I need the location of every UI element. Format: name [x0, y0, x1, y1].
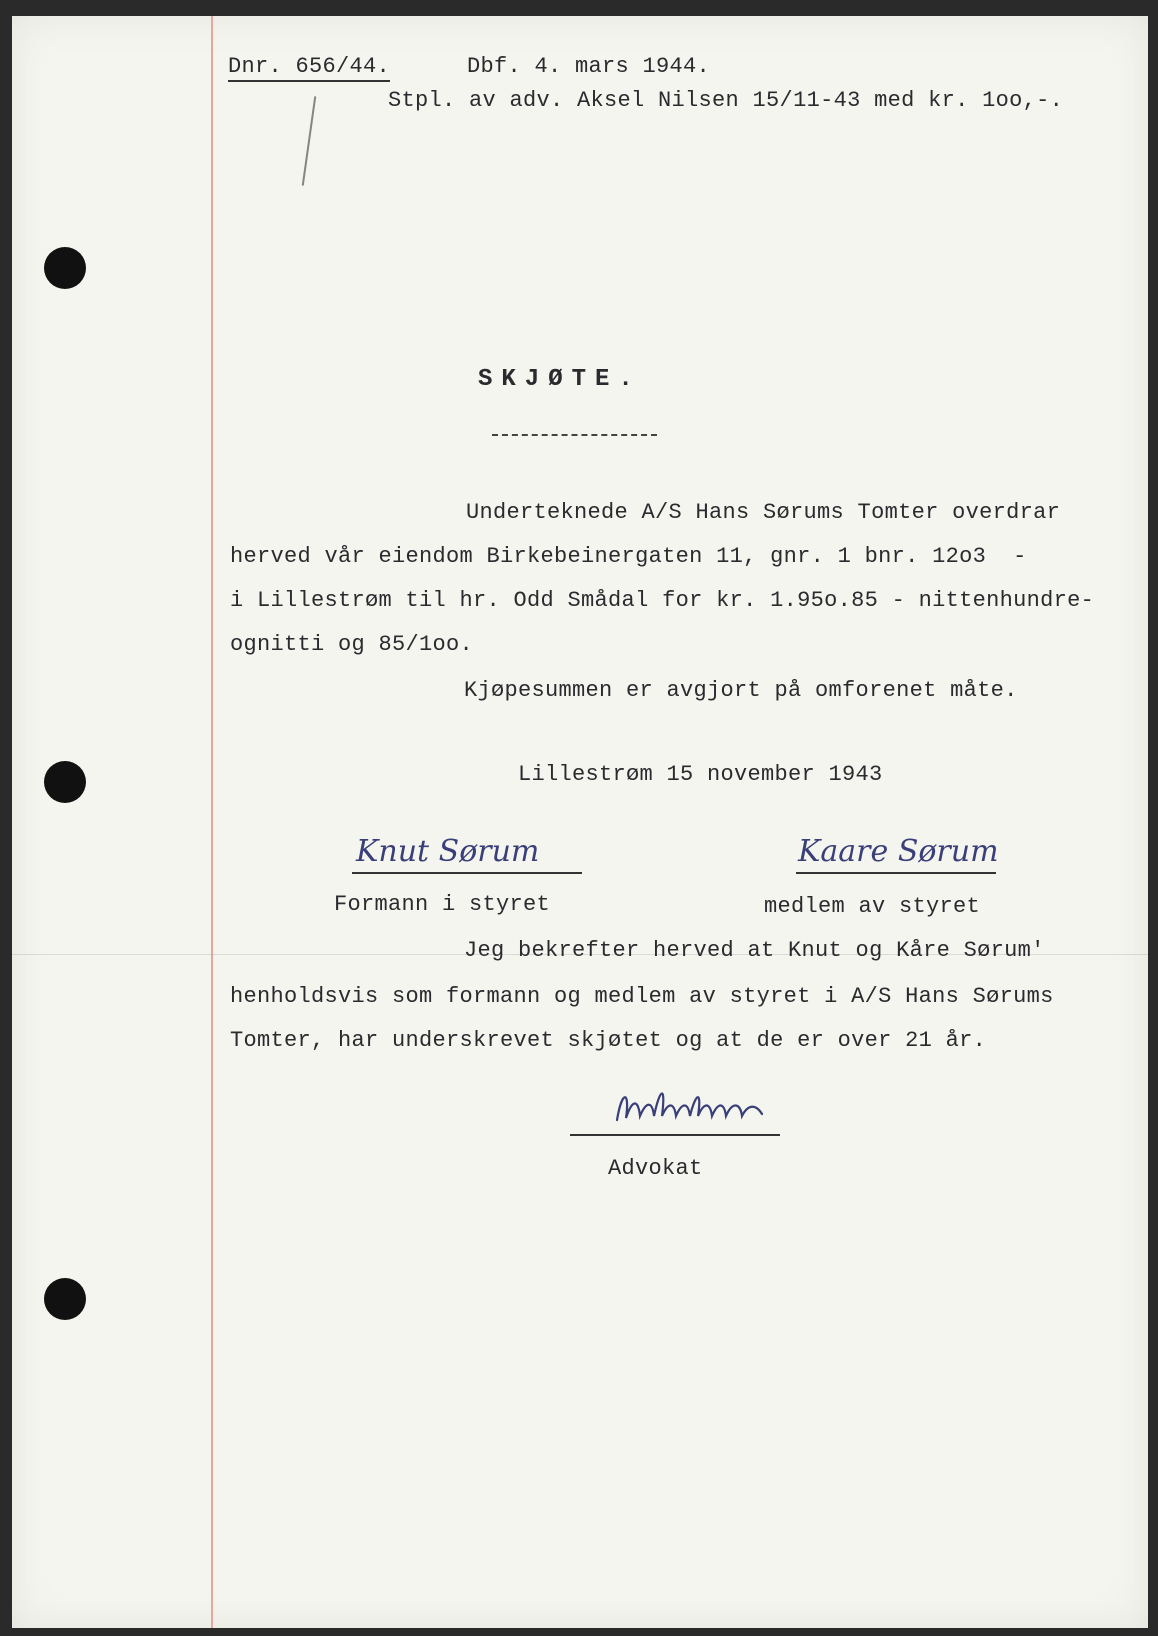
signature-left: Knut Sørum: [356, 834, 540, 869]
document-title: SKJØTE.: [478, 366, 642, 393]
signer-role-right: medlem av styret: [764, 894, 981, 919]
punch-hole: [44, 761, 86, 803]
signature-right: Kaare Sørum: [798, 834, 999, 869]
margin-line: [211, 16, 213, 1628]
lawyer-title: Advokat: [608, 1156, 703, 1181]
pen-mark: [302, 96, 317, 185]
stamp-duty-note: Stpl. av adv. Aksel Nilsen 15/11-43 med kr. 1oo,-.: [388, 88, 1064, 113]
lawyer-signature: [612, 1080, 782, 1130]
body-line: i Lillestrøm til hr. Odd Smådal for kr. 1.95o.85 - nittenhundre-: [230, 588, 1095, 613]
title-underline: [492, 434, 657, 436]
lawyer-signature-line: [570, 1134, 780, 1136]
place-date: Lillestrøm 15 november 1943: [518, 762, 883, 787]
punch-hole: [44, 247, 86, 289]
document-page: [12, 16, 1148, 1628]
body-line: Kjøpesummen er avgjort på omforenet måte.: [464, 678, 1018, 703]
signature-line-left: [352, 872, 582, 874]
registration-date: Dbf. 4. mars 1944.: [467, 54, 711, 79]
body-line: Underteknede A/S Hans Sørums Tomter overdrar: [466, 500, 1061, 525]
confirmation-line: henholdsvis som formann og medlem av styret i A/S Hans Sørums: [230, 984, 1054, 1009]
signer-role-left: Formann i styret: [334, 892, 551, 917]
punch-hole: [44, 1278, 86, 1320]
confirmation-line: Jeg bekrefter herved at Knut og Kåre Sørum': [464, 938, 1045, 963]
confirmation-line: Tomter, har underskrevet skjøtet og at de er over 21 år.: [230, 1028, 987, 1053]
document-number: Dnr. 656/44.: [228, 54, 390, 82]
body-line: ognitti og 85/1oo.: [230, 632, 474, 657]
signature-line-right: [796, 872, 996, 874]
body-line: herved vår eiendom Birkebeinergaten 11, gnr. 1 bnr. 12o3 -: [230, 544, 1027, 569]
